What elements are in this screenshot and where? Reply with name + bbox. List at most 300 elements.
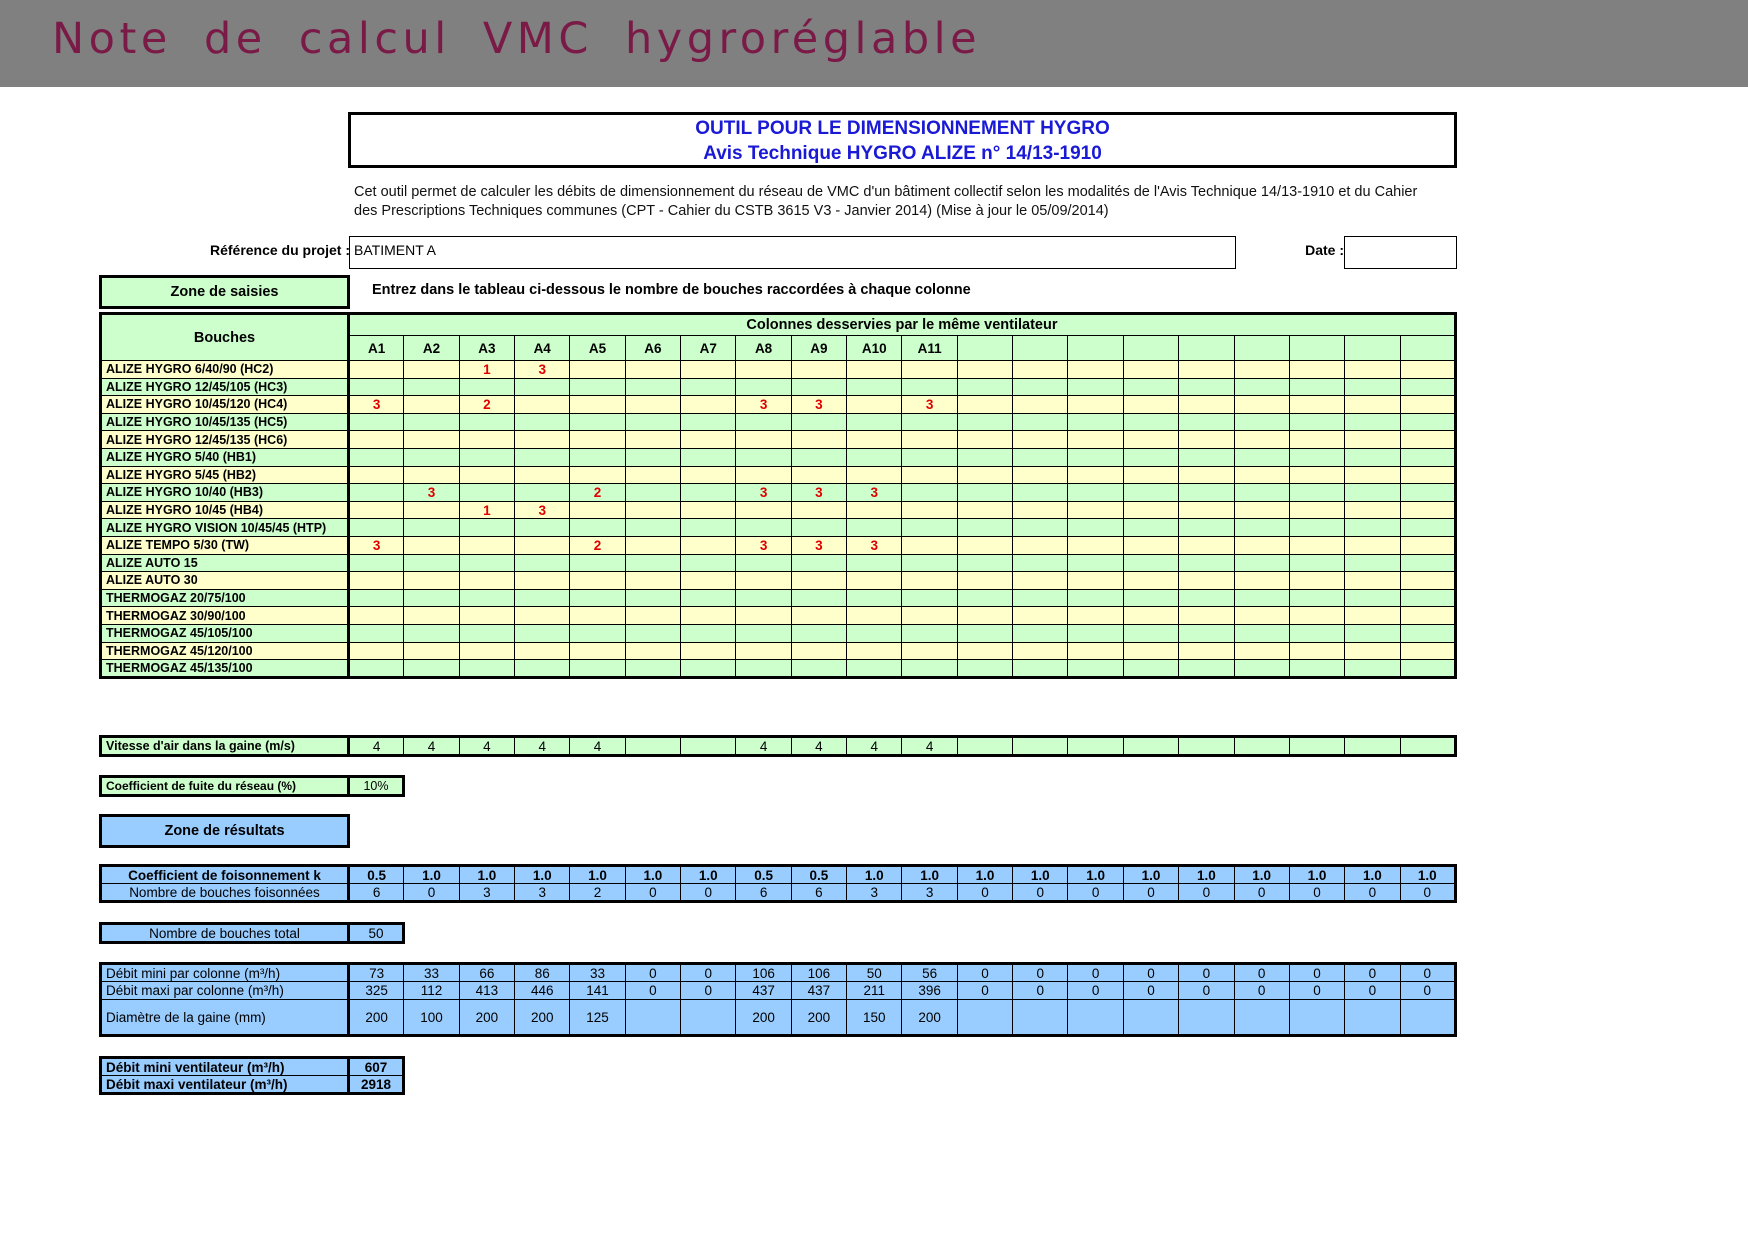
- bouche-count-cell[interactable]: [349, 501, 404, 519]
- bouche-count-cell[interactable]: [459, 448, 514, 466]
- vitesse-cell[interactable]: 4: [404, 737, 459, 756]
- bouche-count-cell[interactable]: [570, 660, 625, 678]
- bouche-count-cell[interactable]: [957, 361, 1012, 379]
- bouche-count-cell[interactable]: [459, 624, 514, 642]
- bouche-count-cell[interactable]: [681, 361, 736, 379]
- bouche-count-cell[interactable]: [1289, 607, 1344, 625]
- bouche-count-cell[interactable]: [1068, 484, 1123, 502]
- bouche-count-cell[interactable]: [736, 361, 791, 379]
- bouche-count-cell[interactable]: [736, 448, 791, 466]
- bouche-count-cell[interactable]: [681, 396, 736, 414]
- bouche-count-cell[interactable]: [681, 642, 736, 660]
- bouche-count-cell[interactable]: [1234, 519, 1289, 537]
- bouche-count-cell[interactable]: [625, 572, 680, 590]
- bouche-count-cell[interactable]: [791, 378, 846, 396]
- bouche-count-cell[interactable]: [349, 378, 404, 396]
- bouche-count-cell[interactable]: [1289, 448, 1344, 466]
- bouche-count-cell[interactable]: [1400, 378, 1455, 396]
- bouche-count-cell[interactable]: [1068, 536, 1123, 554]
- bouche-count-cell[interactable]: [404, 378, 459, 396]
- bouche-count-cell[interactable]: [570, 431, 625, 449]
- bouche-count-cell[interactable]: 3: [902, 396, 957, 414]
- vitesse-cell[interactable]: [681, 737, 736, 756]
- bouche-count-cell[interactable]: [459, 607, 514, 625]
- bouche-count-cell[interactable]: 1: [459, 361, 514, 379]
- bouche-count-cell[interactable]: 3: [847, 536, 902, 554]
- bouche-count-cell[interactable]: [625, 413, 680, 431]
- bouche-count-cell[interactable]: [1345, 536, 1400, 554]
- bouche-count-cell[interactable]: [1234, 660, 1289, 678]
- bouche-count-cell[interactable]: [1400, 572, 1455, 590]
- bouche-count-cell[interactable]: [1289, 536, 1344, 554]
- bouche-count-cell[interactable]: [1400, 607, 1455, 625]
- bouche-count-cell[interactable]: [1123, 501, 1178, 519]
- bouche-count-cell[interactable]: [957, 554, 1012, 572]
- bouche-count-cell[interactable]: [515, 536, 570, 554]
- bouche-count-cell[interactable]: [1013, 554, 1068, 572]
- bouche-count-cell[interactable]: [1400, 519, 1455, 537]
- bouche-count-cell[interactable]: [349, 624, 404, 642]
- bouche-count-cell[interactable]: [570, 413, 625, 431]
- bouche-count-cell[interactable]: [404, 448, 459, 466]
- bouche-count-cell[interactable]: [1345, 448, 1400, 466]
- bouche-count-cell[interactable]: [847, 589, 902, 607]
- bouche-count-cell[interactable]: [847, 431, 902, 449]
- bouche-count-cell[interactable]: [847, 448, 902, 466]
- bouche-count-cell[interactable]: [459, 589, 514, 607]
- bouche-count-cell[interactable]: [1123, 519, 1178, 537]
- bouche-count-cell[interactable]: [1179, 361, 1234, 379]
- bouche-count-cell[interactable]: [1400, 484, 1455, 502]
- bouche-count-cell[interactable]: [1013, 607, 1068, 625]
- bouche-count-cell[interactable]: [1123, 361, 1178, 379]
- bouche-count-cell[interactable]: [349, 448, 404, 466]
- bouche-count-cell[interactable]: [791, 642, 846, 660]
- bouche-count-cell[interactable]: [515, 378, 570, 396]
- bouche-count-cell[interactable]: [570, 572, 625, 590]
- bouche-count-cell[interactable]: [1234, 554, 1289, 572]
- bouche-count-cell[interactable]: [1123, 396, 1178, 414]
- bouche-count-cell[interactable]: [902, 536, 957, 554]
- bouche-count-cell[interactable]: 3: [736, 536, 791, 554]
- bouche-count-cell[interactable]: 2: [570, 484, 625, 502]
- bouche-count-cell[interactable]: [957, 466, 1012, 484]
- bouche-count-cell[interactable]: [1179, 413, 1234, 431]
- bouche-count-cell[interactable]: [570, 378, 625, 396]
- bouche-count-cell[interactable]: [1013, 413, 1068, 431]
- bouche-count-cell[interactable]: 2: [570, 536, 625, 554]
- bouche-count-cell[interactable]: [1400, 448, 1455, 466]
- bouche-count-cell[interactable]: [625, 536, 680, 554]
- bouche-count-cell[interactable]: [1013, 378, 1068, 396]
- bouche-count-cell[interactable]: [1345, 484, 1400, 502]
- vitesse-cell[interactable]: [1289, 737, 1344, 756]
- bouche-count-cell[interactable]: [1179, 431, 1234, 449]
- bouche-count-cell[interactable]: [1234, 501, 1289, 519]
- bouche-count-cell[interactable]: [791, 607, 846, 625]
- bouche-count-cell[interactable]: [1013, 484, 1068, 502]
- bouche-count-cell[interactable]: [1289, 554, 1344, 572]
- bouche-count-cell[interactable]: [1400, 466, 1455, 484]
- bouche-count-cell[interactable]: [1068, 519, 1123, 537]
- bouche-count-cell[interactable]: [736, 642, 791, 660]
- bouche-count-cell[interactable]: [625, 519, 680, 537]
- vitesse-cell[interactable]: [1179, 737, 1234, 756]
- bouche-count-cell[interactable]: [625, 501, 680, 519]
- bouche-count-cell[interactable]: [1234, 536, 1289, 554]
- bouche-count-cell[interactable]: [1068, 572, 1123, 590]
- bouche-count-cell[interactable]: [1179, 378, 1234, 396]
- bouche-count-cell[interactable]: [681, 378, 736, 396]
- bouche-count-cell[interactable]: [681, 431, 736, 449]
- bouche-count-cell[interactable]: [957, 519, 1012, 537]
- bouche-count-cell[interactable]: [1345, 361, 1400, 379]
- bouche-count-cell[interactable]: [681, 519, 736, 537]
- bouche-count-cell[interactable]: [1013, 536, 1068, 554]
- bouche-count-cell[interactable]: [791, 589, 846, 607]
- bouche-count-cell[interactable]: [736, 572, 791, 590]
- vitesse-cell[interactable]: [1013, 737, 1068, 756]
- bouche-count-cell[interactable]: [957, 624, 1012, 642]
- bouche-count-cell[interactable]: [349, 413, 404, 431]
- bouche-count-cell[interactable]: [625, 466, 680, 484]
- bouche-count-cell[interactable]: 3: [847, 484, 902, 502]
- bouche-count-cell[interactable]: [1068, 589, 1123, 607]
- bouche-count-cell[interactable]: [570, 607, 625, 625]
- vitesse-cell[interactable]: [625, 737, 680, 756]
- bouche-count-cell[interactable]: [1400, 554, 1455, 572]
- bouche-count-cell[interactable]: [1289, 413, 1344, 431]
- bouche-count-cell[interactable]: [1400, 536, 1455, 554]
- bouche-count-cell[interactable]: [349, 607, 404, 625]
- bouche-count-cell[interactable]: [1179, 660, 1234, 678]
- bouche-count-cell[interactable]: [459, 572, 514, 590]
- bouche-count-cell[interactable]: [791, 431, 846, 449]
- bouche-count-cell[interactable]: [1400, 431, 1455, 449]
- bouche-count-cell[interactable]: [957, 378, 1012, 396]
- bouche-count-cell[interactable]: [459, 660, 514, 678]
- bouche-count-cell[interactable]: [902, 378, 957, 396]
- vitesse-cell[interactable]: [1345, 737, 1400, 756]
- bouche-count-cell[interactable]: [1179, 554, 1234, 572]
- bouche-count-cell[interactable]: [957, 431, 1012, 449]
- bouche-count-cell[interactable]: [625, 431, 680, 449]
- vitesse-cell[interactable]: 4: [791, 737, 846, 756]
- bouche-count-cell[interactable]: [349, 572, 404, 590]
- bouche-count-cell[interactable]: [404, 554, 459, 572]
- bouche-count-cell[interactable]: [570, 624, 625, 642]
- vitesse-cell[interactable]: 4: [570, 737, 625, 756]
- bouche-count-cell[interactable]: [681, 624, 736, 642]
- bouche-count-cell[interactable]: [1289, 519, 1344, 537]
- bouche-count-cell[interactable]: [1013, 660, 1068, 678]
- bouche-count-cell[interactable]: [1289, 642, 1344, 660]
- bouche-count-cell[interactable]: [404, 413, 459, 431]
- bouche-count-cell[interactable]: [1400, 396, 1455, 414]
- bouche-count-cell[interactable]: [515, 448, 570, 466]
- bouche-count-cell[interactable]: [736, 431, 791, 449]
- bouche-count-cell[interactable]: [1013, 519, 1068, 537]
- bouche-count-cell[interactable]: [404, 519, 459, 537]
- bouche-count-cell[interactable]: [459, 413, 514, 431]
- bouche-count-cell[interactable]: 3: [736, 396, 791, 414]
- bouche-count-cell[interactable]: [1289, 431, 1344, 449]
- bouche-count-cell[interactable]: 3: [791, 396, 846, 414]
- bouche-count-cell[interactable]: [736, 378, 791, 396]
- bouche-count-cell[interactable]: [847, 554, 902, 572]
- bouche-count-cell[interactable]: [1234, 413, 1289, 431]
- bouche-count-cell[interactable]: [1400, 501, 1455, 519]
- bouche-count-cell[interactable]: [681, 589, 736, 607]
- bouche-count-cell[interactable]: [736, 624, 791, 642]
- bouche-count-cell[interactable]: [957, 501, 1012, 519]
- bouche-count-cell[interactable]: [1179, 396, 1234, 414]
- bouche-count-cell[interactable]: [404, 431, 459, 449]
- bouche-count-cell[interactable]: [349, 554, 404, 572]
- bouche-count-cell[interactable]: [957, 536, 1012, 554]
- bouche-count-cell[interactable]: [847, 572, 902, 590]
- bouche-count-cell[interactable]: [1234, 624, 1289, 642]
- bouche-count-cell[interactable]: [1234, 484, 1289, 502]
- bouche-count-cell[interactable]: [957, 413, 1012, 431]
- bouche-count-cell[interactable]: [459, 378, 514, 396]
- bouche-count-cell[interactable]: [349, 484, 404, 502]
- bouche-count-cell[interactable]: [1123, 413, 1178, 431]
- bouche-count-cell[interactable]: [1013, 572, 1068, 590]
- bouche-count-cell[interactable]: [847, 396, 902, 414]
- bouche-count-cell[interactable]: [681, 572, 736, 590]
- bouche-count-cell[interactable]: [847, 607, 902, 625]
- bouche-count-cell[interactable]: [349, 361, 404, 379]
- bouche-count-cell[interactable]: [404, 536, 459, 554]
- bouche-count-cell[interactable]: [1289, 466, 1344, 484]
- bouche-count-cell[interactable]: [625, 396, 680, 414]
- bouche-count-cell[interactable]: [1068, 378, 1123, 396]
- bouche-count-cell[interactable]: [847, 519, 902, 537]
- vitesse-cell[interactable]: 4: [902, 737, 957, 756]
- vitesse-cell[interactable]: [1400, 737, 1455, 756]
- bouche-count-cell[interactable]: [1068, 501, 1123, 519]
- bouche-count-cell[interactable]: [1123, 642, 1178, 660]
- bouche-count-cell[interactable]: [1068, 413, 1123, 431]
- bouche-count-cell[interactable]: [1068, 448, 1123, 466]
- bouche-count-cell[interactable]: 3: [791, 536, 846, 554]
- bouche-count-cell[interactable]: [681, 536, 736, 554]
- bouche-count-cell[interactable]: [625, 642, 680, 660]
- bouche-count-cell[interactable]: [1123, 536, 1178, 554]
- bouche-count-cell[interactable]: [957, 572, 1012, 590]
- bouche-count-cell[interactable]: [1345, 501, 1400, 519]
- bouche-count-cell[interactable]: [1289, 378, 1344, 396]
- bouche-count-cell[interactable]: 3: [736, 484, 791, 502]
- bouche-count-cell[interactable]: [1013, 396, 1068, 414]
- bouche-count-cell[interactable]: [570, 501, 625, 519]
- bouche-count-cell[interactable]: [736, 554, 791, 572]
- bouche-count-cell[interactable]: [681, 448, 736, 466]
- bouche-count-cell[interactable]: [404, 642, 459, 660]
- bouche-count-cell[interactable]: [791, 660, 846, 678]
- bouche-count-cell[interactable]: [1345, 466, 1400, 484]
- bouche-count-cell[interactable]: [1123, 572, 1178, 590]
- bouche-count-cell[interactable]: [404, 396, 459, 414]
- bouche-count-cell[interactable]: [1123, 554, 1178, 572]
- bouche-count-cell[interactable]: [459, 519, 514, 537]
- bouche-count-cell[interactable]: [404, 361, 459, 379]
- vitesse-cell[interactable]: 4: [736, 737, 791, 756]
- bouche-count-cell[interactable]: [1179, 501, 1234, 519]
- bouche-count-cell[interactable]: [1123, 624, 1178, 642]
- bouche-count-cell[interactable]: [902, 642, 957, 660]
- bouche-count-cell[interactable]: [1068, 396, 1123, 414]
- bouche-count-cell[interactable]: [957, 589, 1012, 607]
- bouche-count-cell[interactable]: [847, 642, 902, 660]
- bouche-count-cell[interactable]: [1234, 572, 1289, 590]
- bouche-count-cell[interactable]: [1234, 466, 1289, 484]
- bouche-count-cell[interactable]: [404, 501, 459, 519]
- bouche-count-cell[interactable]: [1068, 466, 1123, 484]
- bouche-count-cell[interactable]: [1179, 624, 1234, 642]
- bouche-count-cell[interactable]: [902, 501, 957, 519]
- bouche-count-cell[interactable]: [902, 431, 957, 449]
- bouche-count-cell[interactable]: [1068, 642, 1123, 660]
- bouche-count-cell[interactable]: [1234, 448, 1289, 466]
- bouche-count-cell[interactable]: 1: [459, 501, 514, 519]
- bouche-count-cell[interactable]: [625, 378, 680, 396]
- bouche-count-cell[interactable]: [1289, 660, 1344, 678]
- bouche-count-cell[interactable]: 2: [459, 396, 514, 414]
- bouche-count-cell[interactable]: [736, 466, 791, 484]
- bouche-count-cell[interactable]: [1068, 431, 1123, 449]
- bouche-count-cell[interactable]: [791, 466, 846, 484]
- bouche-count-cell[interactable]: [902, 589, 957, 607]
- bouche-count-cell[interactable]: [1234, 378, 1289, 396]
- bouche-count-cell[interactable]: [515, 466, 570, 484]
- bouche-count-cell[interactable]: [1289, 589, 1344, 607]
- bouche-count-cell[interactable]: [957, 642, 1012, 660]
- bouche-count-cell[interactable]: [459, 484, 514, 502]
- vitesse-cell[interactable]: [957, 737, 1012, 756]
- bouche-count-cell[interactable]: [1013, 466, 1068, 484]
- bouche-count-cell[interactable]: [847, 413, 902, 431]
- bouche-count-cell[interactable]: [902, 448, 957, 466]
- bouche-count-cell[interactable]: [625, 554, 680, 572]
- bouche-count-cell[interactable]: [1289, 624, 1344, 642]
- bouche-count-cell[interactable]: [791, 554, 846, 572]
- bouche-count-cell[interactable]: [1400, 361, 1455, 379]
- date-input[interactable]: [1344, 236, 1457, 269]
- bouche-count-cell[interactable]: [404, 572, 459, 590]
- bouche-count-cell[interactable]: [349, 589, 404, 607]
- bouche-count-cell[interactable]: [736, 413, 791, 431]
- bouche-count-cell[interactable]: [902, 572, 957, 590]
- bouche-count-cell[interactable]: [902, 466, 957, 484]
- bouche-count-cell[interactable]: [349, 519, 404, 537]
- bouche-count-cell[interactable]: [1179, 572, 1234, 590]
- bouche-count-cell[interactable]: [349, 642, 404, 660]
- bouche-count-cell[interactable]: [515, 660, 570, 678]
- bouche-count-cell[interactable]: [1345, 519, 1400, 537]
- bouche-count-cell[interactable]: [1345, 589, 1400, 607]
- bouche-count-cell[interactable]: [1068, 361, 1123, 379]
- bouche-count-cell[interactable]: [1289, 572, 1344, 590]
- bouche-count-cell[interactable]: [1013, 448, 1068, 466]
- bouche-count-cell[interactable]: [681, 413, 736, 431]
- bouche-count-cell[interactable]: [902, 607, 957, 625]
- bouche-count-cell[interactable]: [902, 413, 957, 431]
- bouche-count-cell[interactable]: [459, 431, 514, 449]
- bouche-count-cell[interactable]: [459, 642, 514, 660]
- bouche-count-cell[interactable]: [349, 466, 404, 484]
- bouche-count-cell[interactable]: [1068, 607, 1123, 625]
- bouche-count-cell[interactable]: [515, 484, 570, 502]
- bouche-count-cell[interactable]: [1234, 589, 1289, 607]
- bouche-count-cell[interactable]: [1179, 642, 1234, 660]
- bouche-count-cell[interactable]: [570, 589, 625, 607]
- bouche-count-cell[interactable]: [349, 660, 404, 678]
- bouche-count-cell[interactable]: [847, 501, 902, 519]
- bouche-count-cell[interactable]: 3: [515, 361, 570, 379]
- bouche-count-cell[interactable]: [515, 519, 570, 537]
- bouche-count-cell[interactable]: [1013, 361, 1068, 379]
- bouche-count-cell[interactable]: [1289, 501, 1344, 519]
- bouche-count-cell[interactable]: [1123, 448, 1178, 466]
- bouche-count-cell[interactable]: [570, 554, 625, 572]
- bouche-count-cell[interactable]: [515, 413, 570, 431]
- bouche-count-cell[interactable]: [515, 642, 570, 660]
- bouche-count-cell[interactable]: [404, 607, 459, 625]
- bouche-count-cell[interactable]: [736, 519, 791, 537]
- bouche-count-cell[interactable]: [625, 660, 680, 678]
- bouche-count-cell[interactable]: [1345, 660, 1400, 678]
- bouche-count-cell[interactable]: [902, 624, 957, 642]
- vitesse-cell[interactable]: 4: [459, 737, 514, 756]
- bouche-count-cell[interactable]: [736, 589, 791, 607]
- bouche-count-cell[interactable]: [791, 572, 846, 590]
- bouche-count-cell[interactable]: [902, 519, 957, 537]
- bouche-count-cell[interactable]: [459, 536, 514, 554]
- bouche-count-cell[interactable]: [625, 589, 680, 607]
- bouche-count-cell[interactable]: [1013, 431, 1068, 449]
- bouche-count-cell[interactable]: [1289, 361, 1344, 379]
- bouche-count-cell[interactable]: [1234, 396, 1289, 414]
- bouche-count-cell[interactable]: [736, 607, 791, 625]
- bouche-count-cell[interactable]: [847, 466, 902, 484]
- bouche-count-cell[interactable]: [1345, 624, 1400, 642]
- bouche-count-cell[interactable]: [1345, 607, 1400, 625]
- bouche-count-cell[interactable]: [1179, 607, 1234, 625]
- bouche-count-cell[interactable]: [404, 660, 459, 678]
- bouche-count-cell[interactable]: [515, 554, 570, 572]
- bouche-count-cell[interactable]: 3: [515, 501, 570, 519]
- bouche-count-cell[interactable]: [1345, 378, 1400, 396]
- bouche-count-cell[interactable]: [515, 624, 570, 642]
- bouche-count-cell[interactable]: [1345, 431, 1400, 449]
- bouche-count-cell[interactable]: [847, 378, 902, 396]
- bouche-count-cell[interactable]: [515, 607, 570, 625]
- bouche-count-cell[interactable]: [404, 624, 459, 642]
- bouche-count-cell[interactable]: [1013, 501, 1068, 519]
- bouche-count-cell[interactable]: [1123, 607, 1178, 625]
- bouche-count-cell[interactable]: [1400, 413, 1455, 431]
- bouche-count-cell[interactable]: [515, 431, 570, 449]
- vitesse-cell[interactable]: 4: [515, 737, 570, 756]
- bouche-count-cell[interactable]: [1013, 589, 1068, 607]
- bouche-count-cell[interactable]: [1179, 589, 1234, 607]
- bouche-count-cell[interactable]: [902, 361, 957, 379]
- bouche-count-cell[interactable]: [1123, 431, 1178, 449]
- bouche-count-cell[interactable]: [570, 396, 625, 414]
- vitesse-cell[interactable]: 4: [349, 737, 404, 756]
